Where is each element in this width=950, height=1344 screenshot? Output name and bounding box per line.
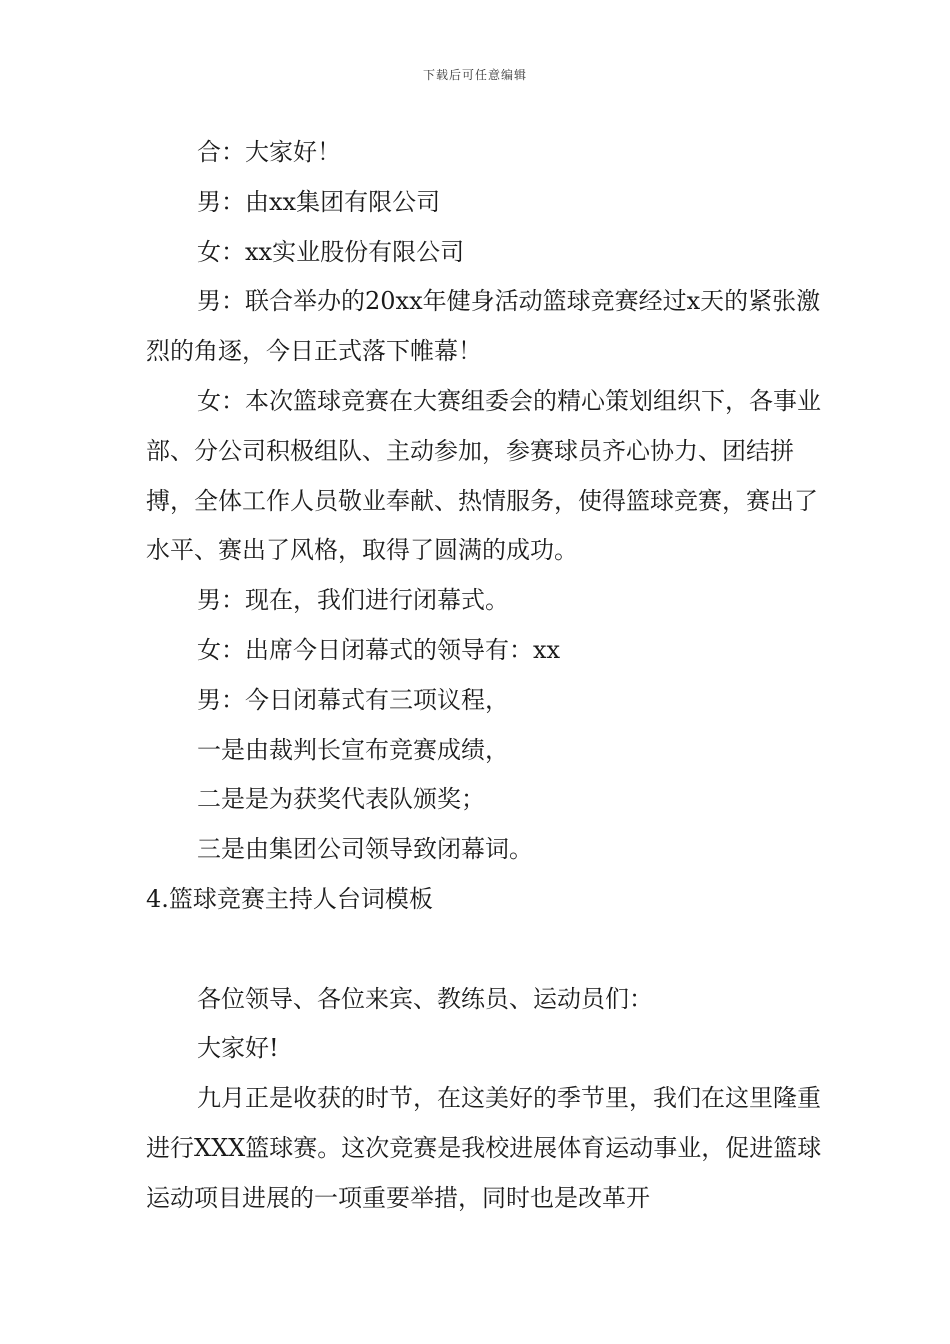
- paragraph: 女：出席今日闭幕式的领导有：xx: [197, 635, 561, 664]
- paragraph: 大家好!: [197, 1034, 279, 1063]
- paragraph: 男：由xx集团有限公司: [197, 187, 441, 216]
- paragraph: 女：xx实业股份有限公司: [197, 237, 465, 266]
- document-body: [146, 128, 826, 1224]
- paragraph: 九月正是收获的时节，在这美好的季节里，我们在这里隆重进行XXX篮球赛。这次竞赛是我校进展体育运动事业，促进篮球运动项目进展的一项重要举措，同时也是改革开: [146, 1084, 822, 1212]
- paragraph: 一是由裁判长宣布竞赛成绩，: [197, 735, 509, 764]
- blank-line: [146, 925, 826, 975]
- paragraph: 三是由集团公司领导致闭幕词。: [197, 835, 533, 864]
- paragraph: 男：联合举办的20xx年健身活动篮球竞赛经过x天的紧张激烈的角逐，今日正式落下帷幕！: [146, 287, 821, 366]
- paragraph: 男：现在，我们进行闭幕式。: [197, 586, 509, 615]
- paragraph: 各位领导、各位来宾、教练员、运动员们：: [197, 984, 653, 1013]
- page-header: 下载后可任意编辑: [422, 68, 527, 82]
- section-heading: 4.篮球竞赛主持人台词模板: [146, 884, 433, 913]
- paragraph: 女：本次篮球竞赛在大赛组委会的精心策划组织下，各事业部、分公司积极组队、主动参加，参赛球员齐心协力、团结拼搏，全体工作人员敬业奉献、热情服务，使得篮球竞赛，赛出了水平、赛出了风格，取得了圆满的成功。: [146, 386, 821, 565]
- paragraph: 男：今日闭幕式有三项议程，: [197, 685, 509, 714]
- paragraph: 二是是为获奖代表队颁奖；: [197, 785, 485, 814]
- paragraph: 合：大家好！: [197, 138, 341, 166]
